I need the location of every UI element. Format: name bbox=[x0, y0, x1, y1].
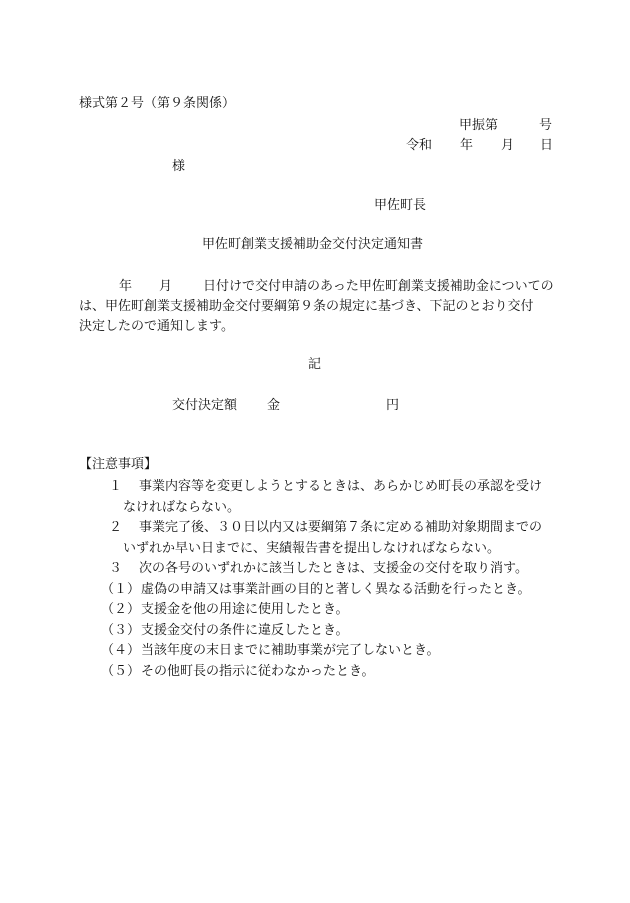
body-year: 年 bbox=[119, 279, 133, 294]
amount-label: 交付決定額 bbox=[172, 398, 238, 413]
notes-list bbox=[79, 477, 559, 682]
ki-marker: 記 bbox=[308, 357, 322, 372]
addressee: 様 bbox=[172, 159, 186, 174]
body-paragraph bbox=[79, 277, 553, 337]
date-era: 令和 bbox=[406, 138, 433, 153]
body-line-3: 決定したので通知します。 bbox=[79, 319, 234, 334]
note-number: ２ bbox=[109, 520, 123, 535]
sub-item-number: （１） bbox=[101, 581, 141, 597]
note-text-cont: なければならない。 bbox=[123, 499, 241, 515]
note-text-cont: いずれか早い日までに、実績報告書を提出しなければならない。 bbox=[123, 540, 501, 556]
sub-item-number: （５） bbox=[101, 663, 141, 679]
note-sub-item-3 bbox=[79, 621, 559, 642]
note-number: １ bbox=[109, 479, 123, 494]
note-item-1-cont bbox=[79, 498, 559, 519]
sub-item-text: 虚偽の申請又は事業計画の目的と著しく異なる活動を行ったとき。 bbox=[141, 581, 531, 597]
sub-item-text: 当該年度の末日までに補助事業が完了しないとき。 bbox=[141, 643, 440, 658]
date-year: 年 bbox=[460, 138, 474, 153]
date-day: 日 bbox=[540, 138, 554, 153]
note-text: 事業内容等を変更しようとするときは、あらかじめ町長の承認を受け bbox=[139, 479, 543, 494]
body-month: 月 bbox=[159, 279, 173, 294]
document-number bbox=[459, 118, 553, 134]
form-label: 様式第２号（第９条関係） bbox=[79, 96, 236, 111]
sub-item-text: 支援金を他の用途に使用したとき。 bbox=[141, 602, 349, 617]
sub-item-number: （２） bbox=[101, 602, 141, 617]
note-number: ３ bbox=[109, 561, 123, 576]
doc-number-suffix: 号 bbox=[539, 118, 553, 133]
note-item-2-cont bbox=[79, 539, 559, 560]
sub-item-number: （３） bbox=[101, 622, 141, 638]
note-item-3 bbox=[79, 559, 559, 580]
amount-en: 円 bbox=[386, 398, 400, 413]
notes-heading: 【注意事項】 bbox=[79, 457, 158, 472]
note-item-1 bbox=[79, 477, 559, 498]
amount-kin: 金 bbox=[267, 398, 281, 413]
note-sub-item-1 bbox=[79, 580, 559, 601]
note-sub-item-4 bbox=[79, 641, 559, 662]
sub-item-text: その他町長の指示に従わなかったとき。 bbox=[141, 663, 375, 679]
note-sub-item-5 bbox=[79, 662, 559, 683]
date-month: 月 bbox=[501, 138, 515, 153]
note-sub-item-2 bbox=[79, 600, 559, 621]
note-item-2 bbox=[79, 518, 559, 539]
sub-item-number: （４） bbox=[101, 643, 141, 658]
note-text: 次の各号のいずれかに該当したときは、支援金の交付を取り消す。 bbox=[139, 561, 528, 576]
note-text: 事業完了後、３０日以内又は要綱第７条に定める補助対象期間までの bbox=[139, 520, 543, 535]
sub-item-text: 支援金交付の条件に違反したとき。 bbox=[141, 622, 349, 638]
issuer: 甲佐町長 bbox=[374, 198, 427, 213]
body-line-1 bbox=[79, 277, 553, 297]
doc-number-prefix: 甲振第 bbox=[459, 118, 499, 133]
document-title: 甲佐町創業支援補助金交付決定通知書 bbox=[202, 237, 424, 252]
body-line-1-text: 日付けで交付申請のあった甲佐町創業支援補助金についての bbox=[203, 279, 554, 294]
body-line-2: は、甲佐町創業支援補助金交付要綱第９条の規定に基づき、下記のとおり交付 bbox=[79, 299, 534, 314]
